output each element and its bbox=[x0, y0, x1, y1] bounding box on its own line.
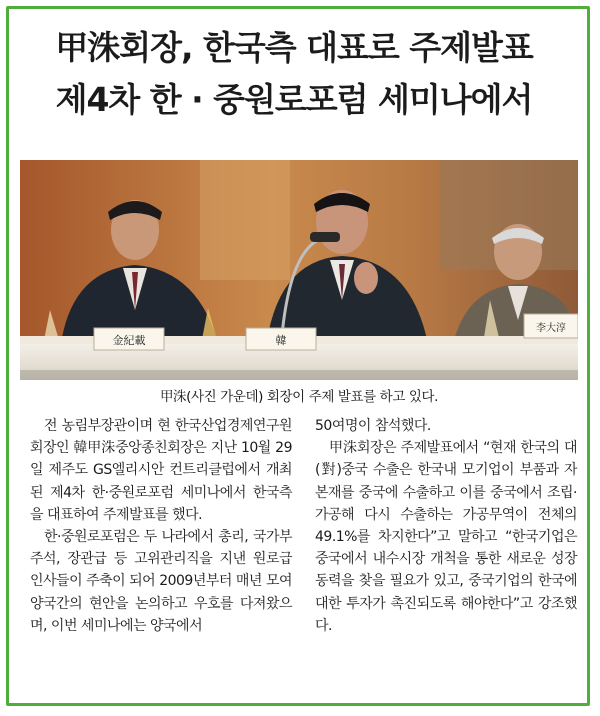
article-paragraph: 한·중원로포럼은 두 나라에서 총리, 국가부주석, 장관급 등 고위관리직을 지낸 원로급 인사들이 주축이 되어 2009년부터 매년 모여 양국간의 현안을 논의하고 우호를 다져왔으며, 이번 세미나에는 양국에서 bbox=[30, 529, 292, 634]
nameplate-center: 韓 bbox=[275, 334, 287, 347]
headline-line-1: 甲洙회장, 한국측 대표로 주제발표 bbox=[55, 28, 533, 67]
headline-line-2: 제4차 한 · 중원로포럼 세미나에서 bbox=[55, 80, 533, 119]
nameplate-right: 李大淳 bbox=[536, 323, 566, 334]
article-paragraph: 전 농림부장관이며 현 한국산업경제연구원 회장인 韓甲洙중앙종친회장은 지난 10월 29일 제주도 GS엘리시안 컨트리클럽에서 개최된 제4차 한·중원로포럼 세미나에서 한국측을 대표하여 주제발표를 했다. bbox=[30, 418, 292, 523]
seminar-photo-drawing bbox=[20, 160, 578, 380]
article-column-right bbox=[315, 415, 577, 637]
article-column-left bbox=[30, 415, 292, 637]
article-paragraph: 甲洙회장은 주제발표에서 “현재 한국의 대(對)중국 수출은 한국내 모기업이 부품과 자본재를 중국에 수출하고 이를 중국에서 조립·가공해 다시 수출하는 가공무역이 전체의 49.1%를 차지한다”고 말하고 “한국기업은 중국에서 내수시장 개척을 통한 새로운 성장동력을 찾을 필요가 있고, 중국기업의 한국에 대한 투자가 촉진되도록 해야한다”고 강조했다. bbox=[315, 440, 577, 634]
photo-caption: 甲洙(사진 가운데) 회장이 주제 발표를 하고 있다. bbox=[159, 389, 439, 405]
headline bbox=[14, 22, 574, 126]
nameplate-left: 金紀載 bbox=[112, 334, 146, 347]
seminar-photo bbox=[20, 160, 578, 380]
article-paragraph: 50여명이 참석했다. bbox=[315, 418, 431, 434]
